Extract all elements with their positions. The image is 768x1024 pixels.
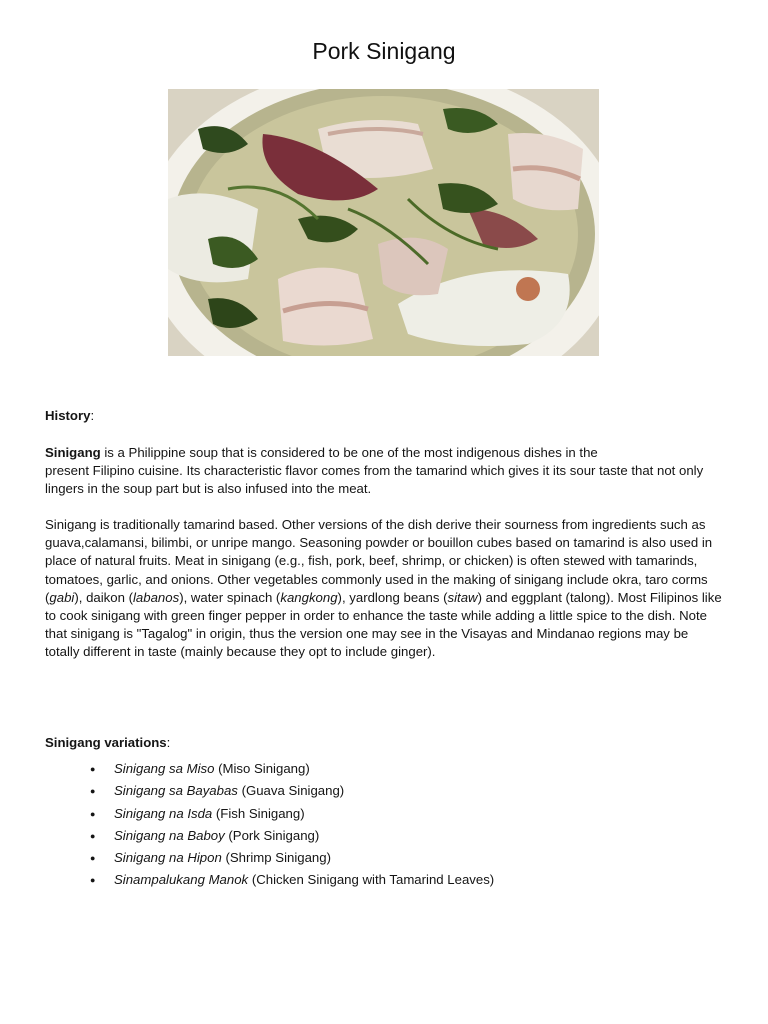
variation-name: Sinampalukang Manok <box>114 872 249 888</box>
variation-desc: (Shrimp Sinigang) <box>221 850 331 866</box>
history-paragraph-1 <box>45 444 725 499</box>
variations-heading-colon: : <box>166 735 171 750</box>
list-item <box>45 780 705 802</box>
history-p2-gabi: gabi <box>49 589 75 605</box>
variation-name: Sinigang sa Miso <box>114 761 215 776</box>
history-heading <box>45 407 725 425</box>
history-p2-a: Sinigang is traditionally tamarind based. Other versions of the dish derive their sourness from ingredients such as guava,calamansi, bilimbi, or unripe mango. Seasoning powder or bouillon cubes based on tamarind is also used in place of natural fruits. Meat in sinigang (e.g., fish, pork, beef, shrimp, or chicken) is often stewed with tamarinds, tomatoes, garlic, and onions. Other vegetables commonly used in the making of sinigang include okra, taro corms ( <box>45 517 713 605</box>
variation-desc: (Guava Sinigang) <box>237 783 345 799</box>
soup-bowl-illustration <box>168 89 599 356</box>
history-p2-d: ), yardlong beans ( <box>337 589 448 605</box>
history-p2-kangkong: kangkong <box>280 589 338 605</box>
variation-desc: (Chicken Sinigang with Tamarind Leaves) <box>248 872 495 888</box>
variations-heading <box>45 734 725 752</box>
history-p2-c: ), water spinach ( <box>179 589 281 605</box>
history-p2-b: ), daikon ( <box>74 589 133 605</box>
list-item <box>45 803 705 825</box>
list-item <box>45 758 705 780</box>
variation-desc: (Fish Sinigang) <box>212 805 305 821</box>
list-item <box>45 847 705 869</box>
history-p1-line1: is a Philippine soup that is considered to be one of the most indigenous dishes in the <box>100 445 598 460</box>
variation-name: Sinigang na Baboy <box>114 827 225 843</box>
history-heading-colon: : <box>90 408 95 423</box>
variation-name: Sinigang sa Bayabas <box>114 783 238 799</box>
variation-desc: (Pork Sinigang) <box>224 827 320 843</box>
history-p1-lead: Sinigang <box>45 445 101 460</box>
variations-heading-label: Sinigang variations <box>45 735 167 750</box>
variation-name: Sinigang na Isda <box>114 805 213 821</box>
variations-list <box>45 758 705 892</box>
history-p2-sitaw: sitaw <box>447 589 478 605</box>
history-p2-e: ) and eggplant (talong). Most Filipinos like to cook sinigang with green finger pepper in order to enhance the taste while adding a little spice to the dish. Note that sinigang is "Tagalog" in origin, thus the version one may see in the Visayas and Mindanao regions may be totally different in taste (mainly because they opt to include ginger). <box>45 589 722 660</box>
history-p2-labanos: labanos <box>132 589 180 605</box>
variation-name: Sinigang na Hipon <box>114 850 222 866</box>
list-item <box>45 825 705 847</box>
history-p1-rest: present Filipino cuisine. Its characteristic flavor comes from the tamarind which gives it its sour taste that not only lingers in the soup part but is also infused into the meat. <box>45 463 704 497</box>
history-paragraph-2 <box>45 516 725 662</box>
history-heading-label: History <box>45 408 91 423</box>
list-item <box>45 869 705 891</box>
variation-desc: (Miso Sinigang) <box>214 761 310 776</box>
page-title: Pork Sinigang <box>312 38 456 64</box>
sinigang-photo <box>168 89 599 356</box>
